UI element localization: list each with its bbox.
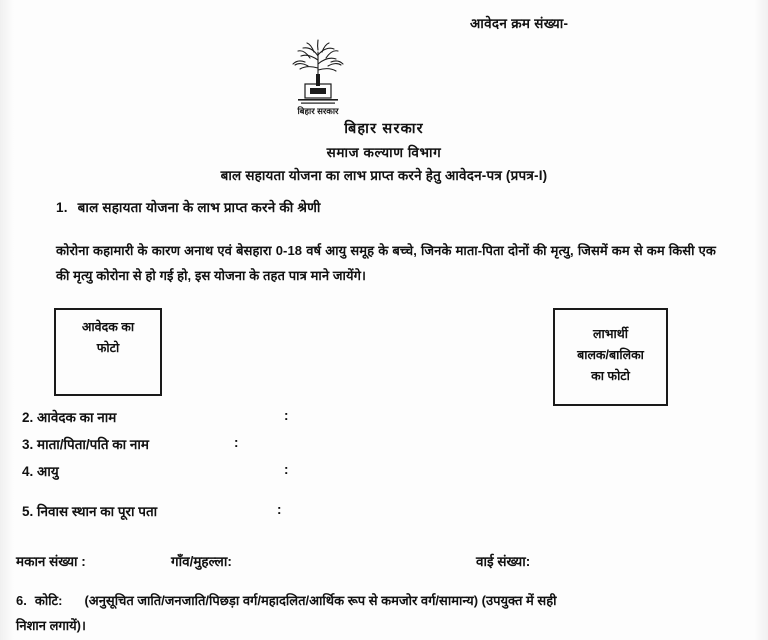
village-mohalla-label[interactable]: गाँव/मुहल्ला: (171, 554, 232, 569)
bihar-government-emblem-icon (272, 38, 364, 116)
section-6-options[interactable]: (अनुसूचित जाति/जनजाति/पिछड़ा वर्ग/महादलित/आर्थिक रूप से कमजोर वर्ग/सामान्य) (उपयुक्त में सही (84, 593, 557, 608)
field-full-address-label: निवास स्थान का पूरा पता (37, 504, 158, 519)
beneficiary-photo-label-line1: लाभार्थी (593, 327, 628, 341)
applicant-photo-box[interactable] (54, 308, 162, 396)
section-1-paragraph: कोरोना कहामारी के कारण अनाथ एवं बेसहारा 0-18 वर्ष आयु समूह के बच्चे, जिनके माता-पिता दोनों की मृत्यु, जिसमें कम से कम किसी एक की मृत्यु कोरोना से हो गई हो, इस योजना के तहत पात्र माने जायेंगे। (56, 243, 716, 283)
organisation-heading (0, 118, 768, 184)
field-parent-spouse-name-colon: : (234, 435, 239, 450)
field-parent-spouse-name-label: माता/पिता/पति का नाम (37, 437, 149, 452)
field-age-label: आयु (37, 464, 59, 479)
heading-department: समाज कल्याण विभाग (326, 145, 442, 160)
field-parent-spouse-name-number: 3. (22, 437, 34, 452)
section-6-label: कोटि: (34, 593, 63, 608)
heading-form-title: बाल सहायता योजना का लाभ प्राप्त करने हेतु आवेदन-पत्र (प्रपत्र-I) (220, 168, 548, 183)
field-age[interactable] (22, 462, 289, 480)
applicant-photo-label-line1: आवेदक का (81, 320, 135, 334)
beneficiary-photo-label-line2: बालक/बालिका (577, 348, 644, 362)
applicant-photo-label-line2: फोटो (96, 341, 120, 355)
house-number-label[interactable]: मकान संख्या : (16, 554, 86, 569)
field-age-number: 4. (22, 464, 34, 479)
section-1-title: बाल सहायता योजना के लाभ प्राप्त करने की श्रेणी (77, 200, 321, 215)
svg-text:बिहार सरकार: बिहार सरकार (297, 106, 339, 116)
field-full-address[interactable] (22, 502, 282, 520)
scan-shadow-right (754, 0, 768, 640)
field-parent-spouse-name[interactable] (22, 435, 239, 453)
section-1-heading (56, 198, 321, 216)
application-number-label: आवेदन क्रम संख्या- (470, 16, 569, 31)
field-applicant-name-number: 2. (22, 410, 34, 425)
field-age-colon: : (284, 462, 289, 477)
section-6-category (16, 588, 756, 638)
field-applicant-name[interactable] (22, 408, 289, 426)
heading-state: बिहार सरकार (344, 121, 424, 137)
section-6-instruction: निशान लगायें)। (16, 618, 86, 633)
field-full-address-number: 5. (22, 504, 34, 519)
field-full-address-colon: : (277, 502, 282, 517)
section-6-number: 6. (16, 593, 27, 608)
scan-shadow-left (0, 0, 14, 640)
section-1-number: 1. (56, 200, 68, 215)
beneficiary-photo-label-line3: का फोटो (591, 369, 630, 383)
ward-number-label[interactable]: वाई संख्या: (476, 554, 531, 569)
field-applicant-name-colon: : (284, 408, 289, 423)
beneficiary-photo-box[interactable] (553, 308, 668, 406)
field-applicant-name-label: आवेदक का नाम (37, 410, 117, 425)
